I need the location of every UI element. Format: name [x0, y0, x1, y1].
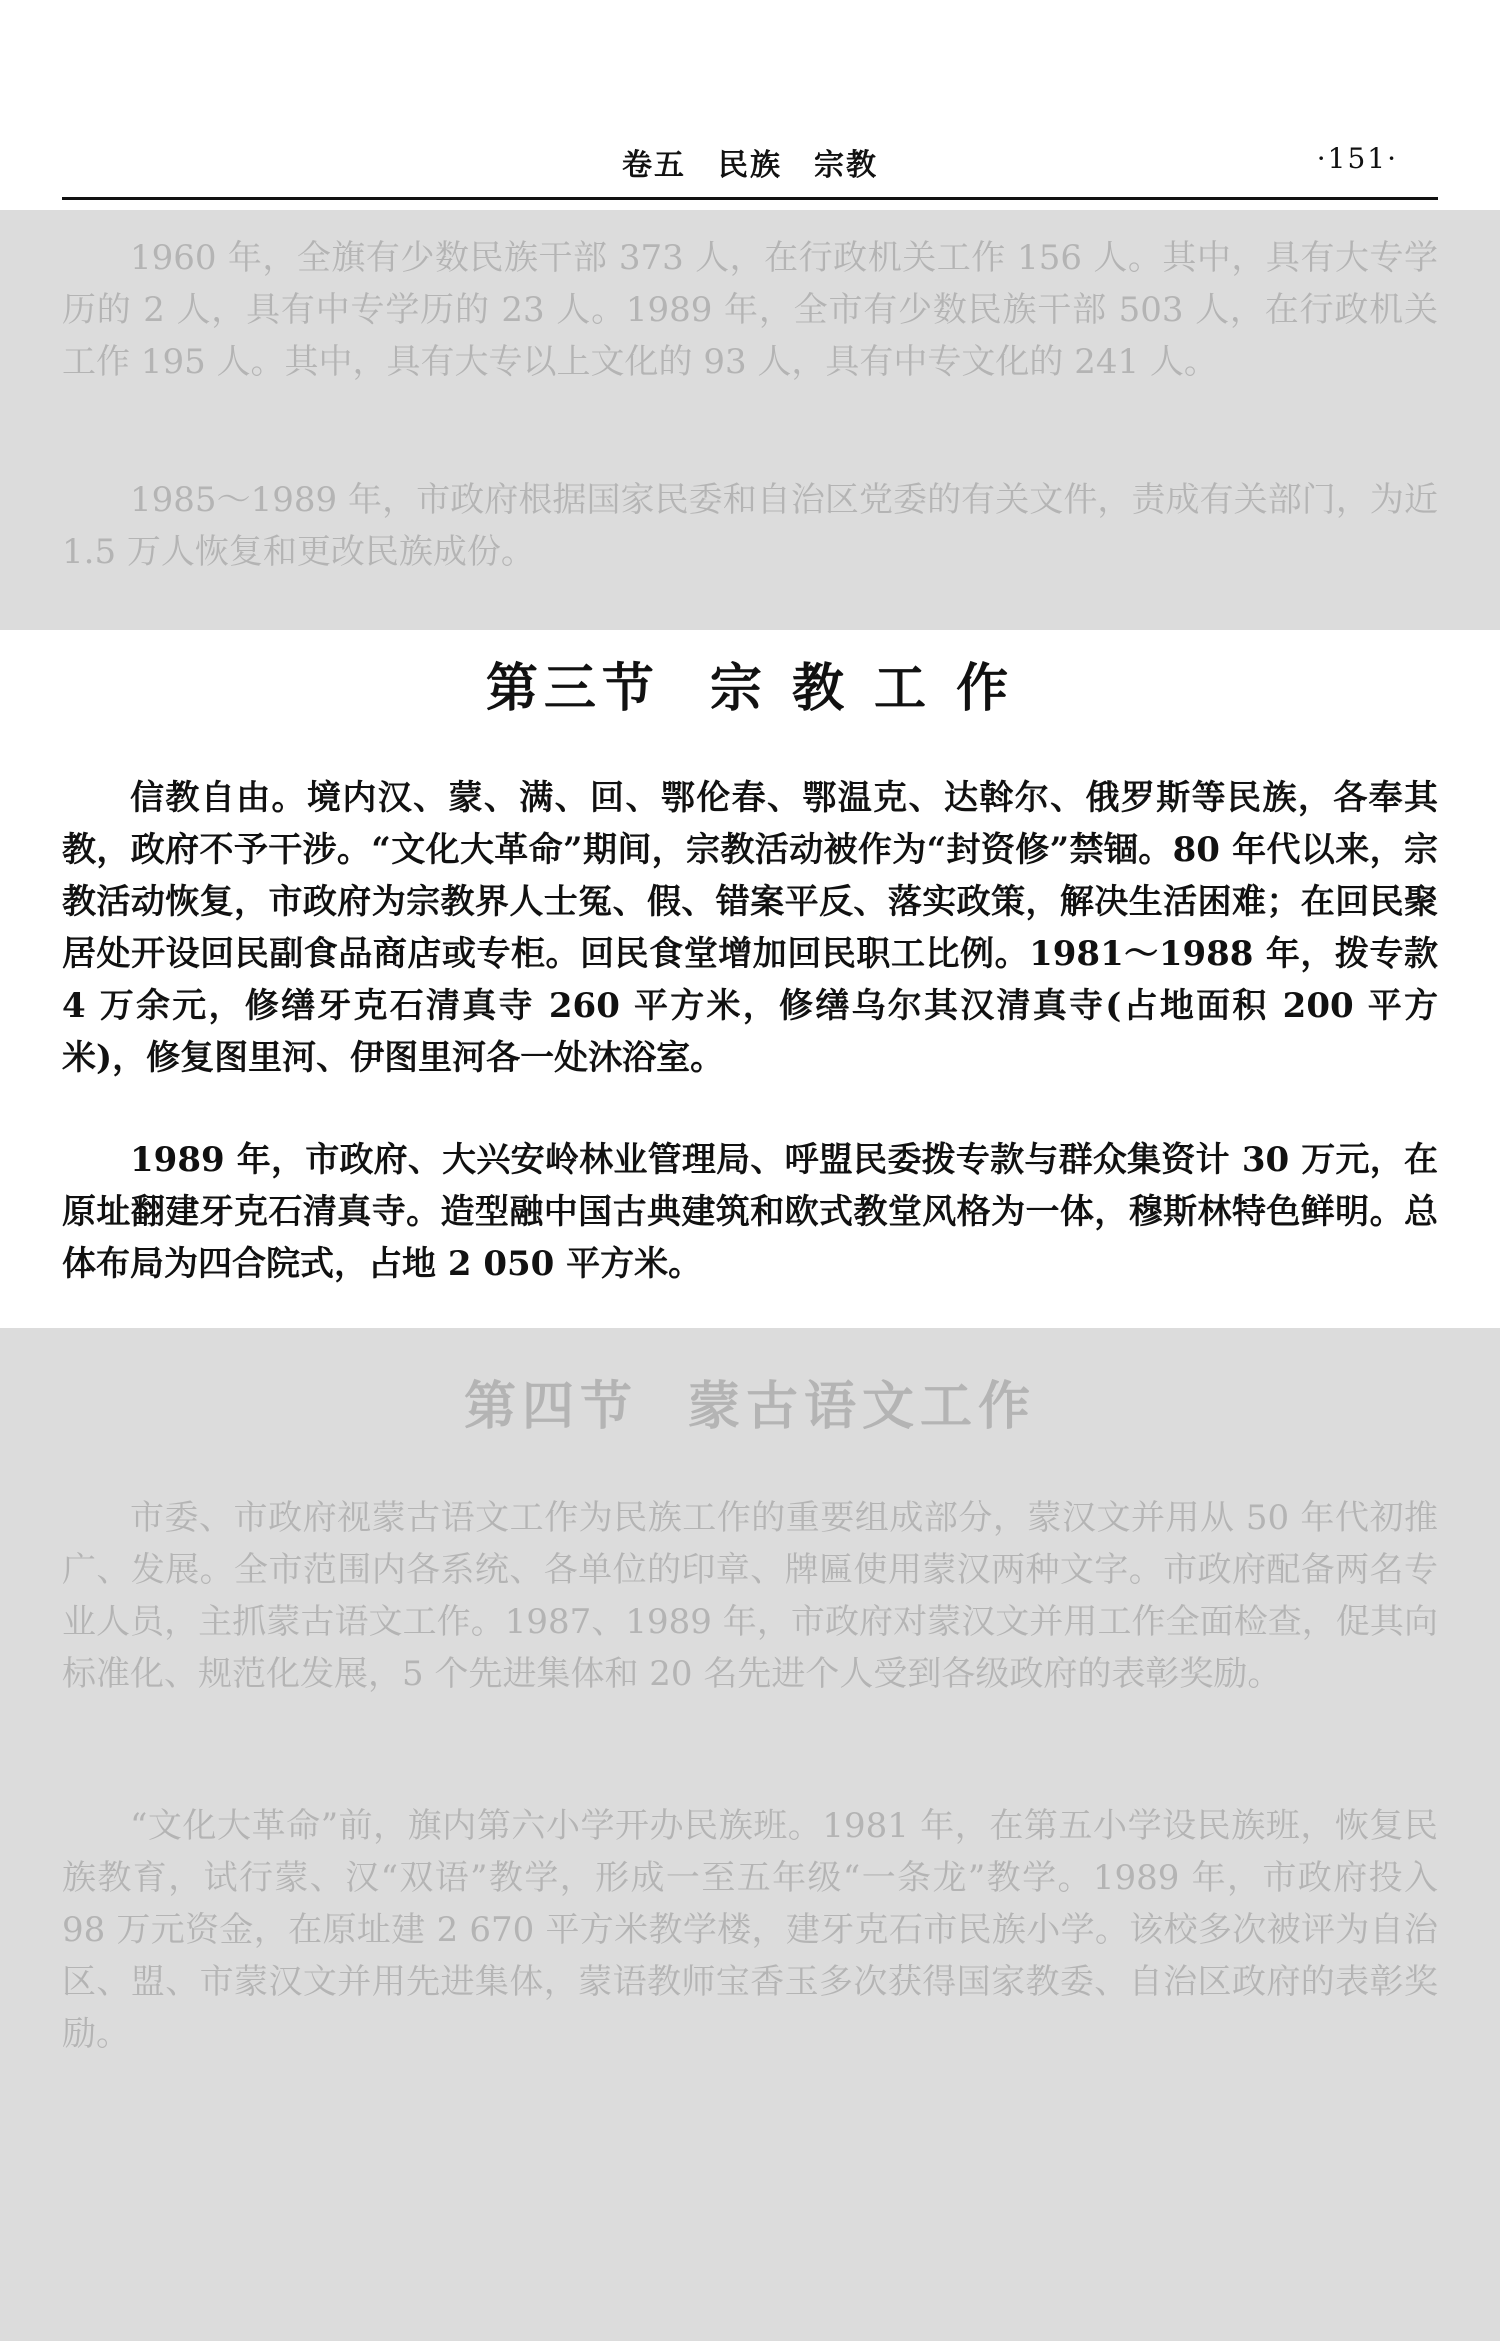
header-rule [62, 197, 1438, 200]
section4-heading [0, 1364, 1500, 1439]
section4-title: 蒙古语文工作 [688, 1377, 1037, 1437]
section3-heading [0, 646, 1500, 721]
section3-paragraph-2: 1989 年，市政府、大兴安岭林业管理局、呼盟民委拨专款与群众集资计 30 万元，在原址翻建牙克石清真寺。造型融中国古典建筑和欧式教堂风格为一体，穆斯林特色鲜明。总体布局为四合院式，占地 2 050 平方米。 [62, 1140, 1438, 1284]
section4-paragraph-1: 市委、市政府视蒙古语文工作为民族工作的重要组成部分，蒙汉文并用从 50 年代初推广、发展。全市范围内各系统、各单位的印章、牌匾使用蒙汉两种文字。市政府配备两名专业人员，主抓蒙古语文工作。1987、1989 年，市政府对蒙汉文并用工作全面检查，促其向标准化、规范化发展，5 个先进集体和 20 名先进个人受到各级政府的表彰奖励。 [62, 1498, 1438, 1694]
section3-paragraph-1: 信教自由。境内汉、蒙、满、回、鄂伦春、鄂温克、达斡尔、俄罗斯等民族，各奉其教，政府不予干涉。“文化大革命”期间，宗教活动被作为“封资修”禁锢。80 年代以来，宗教活动恢复，市政府为宗教界人士冤、假、错案平反、落实政策，解决生活困难；在回民聚居处开设回民副食品商店或专柜。回民食堂增加回民职工比例。1981～1988 年，拨专款 4 万余元，修缮牙克石清真寺 260 平方米，修缮乌尔其汉清真寺(占地面积 200 平方米)，修复图里河、伊图里河各一处沐浴室。 [62, 778, 1438, 1078]
section4-number: 第四节 [463, 1377, 638, 1437]
section3-number: 第三节 [485, 659, 660, 719]
section3-title: 宗 教 工 作 [709, 659, 1015, 719]
top-paragraph-1: 1960 年，全旗有少数民族干部 373 人，在行政机关工作 156 人。其中，具有大专学历的 2 人，具有中专学历的 23 人。1989 年，全市有少数民族干部 503 人，在行政机关工作 195 人。其中，具有大专以上文化的 93 人，具有中专文化的 241 人。 [62, 238, 1438, 382]
section4-paragraph-2: “文化大革命”前，旗内第六小学开办民族班。1981 年，在第五小学设民族班，恢复民族教育，试行蒙、汉“双语”教学，形成一至五年级“一条龙”教学。1989 年，市政府投入 98 万元资金，在原址建 2 670 平方米教学楼，建牙克石市民族小学。该校多次被评为自治区、盟、市蒙汉文并用先进集体，蒙语教师宝香玉多次获得国家教委、自治区政府的表彰奖励。 [62, 1806, 1438, 2054]
page-number: ·151· [1316, 142, 1398, 175]
top-paragraph-2: 1985～1989 年，市政府根据国家民委和自治区党委的有关文件，责成有关部门，为近 1.5 万人恢复和更改民族成份。 [62, 480, 1438, 572]
page-header [62, 140, 1438, 196]
running-title: 卷五 民族 宗教 [622, 148, 878, 183]
